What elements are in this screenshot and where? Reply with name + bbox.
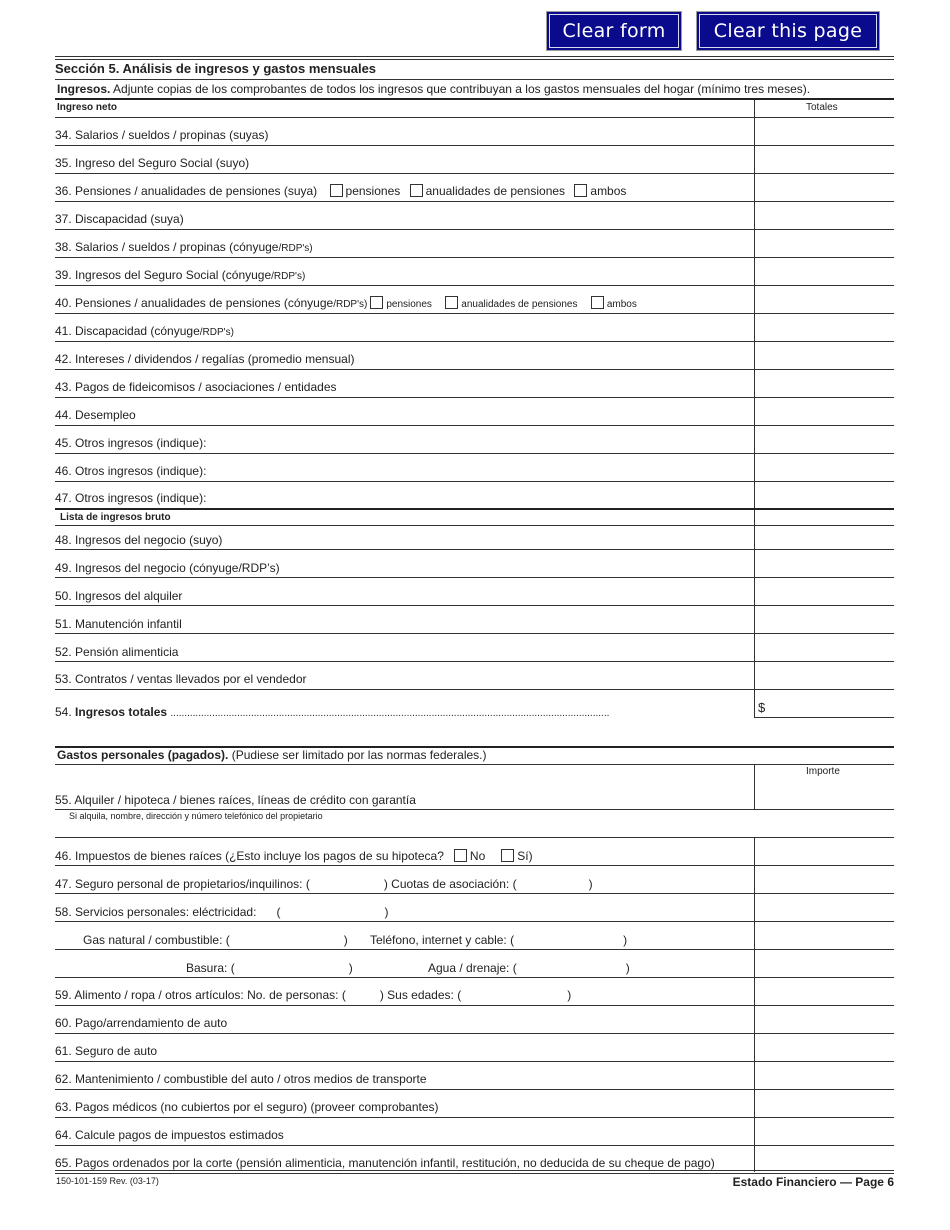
- ambos-spouse-checkbox[interactable]: [591, 296, 604, 309]
- utilities-amount-1[interactable]: [755, 923, 894, 949]
- ambos-label: ambos: [590, 184, 627, 198]
- line-38-amount[interactable]: [755, 231, 894, 257]
- amount-header: Importe: [806, 766, 840, 777]
- line-47-insurance: 47. Seguro personal de propietarios/inquilinos: ( ) Cuotas de asociación: ( ): [55, 877, 593, 891]
- clear-page-button[interactable]: Clear this page: [696, 11, 880, 51]
- net-income-header: Ingreso neto: [57, 102, 118, 113]
- form-number: 150-101-159 Rev. (03-17): [56, 1176, 159, 1186]
- line-59: 59. Alimento / ropa / otros artículos: No. de personas: ( ) Sus edades: ( ): [55, 988, 572, 1002]
- landlord-info-field[interactable]: [300, 820, 750, 834]
- water-line: Agua / drenaje: ( ): [428, 961, 630, 975]
- line-62-amount[interactable]: [755, 1063, 894, 1089]
- pensiones-label: pensiones: [345, 184, 401, 198]
- utilities-amount-2[interactable]: [755, 951, 894, 977]
- line-39: 39. Ingresos del Seguro Social (cónyuge/RDP's): [55, 268, 306, 282]
- line-48-amount[interactable]: [755, 525, 894, 551]
- line-46-taxes-amount[interactable]: [755, 839, 894, 865]
- line-43-amount[interactable]: [755, 371, 894, 397]
- total-income-amount[interactable]: [768, 691, 894, 717]
- rule: [55, 56, 894, 57]
- line-58: 58. Servicios personales: eléctricidad: ( ): [55, 905, 389, 919]
- line-52-amount[interactable]: [755, 635, 894, 661]
- line-41-amount[interactable]: [755, 315, 894, 341]
- line-53-amount[interactable]: [755, 663, 894, 689]
- line-47-other-amount[interactable]: [755, 483, 894, 509]
- line-35-amount[interactable]: [755, 147, 894, 173]
- line-34: 34. Salarios / sueldos / propinas (suyas): [55, 128, 269, 142]
- income-intro-text: Adjunte copias de los comprobantes de todos los ingresos que contribuyan a los gastos mensuales del hogar (mínimo tres meses).: [110, 82, 811, 96]
- line-59-amount[interactable]: [755, 979, 894, 1005]
- line-62: 62. Mantenimiento / combustible del auto / otros medios de transporte: [55, 1072, 427, 1086]
- pensiones-spouse-label: pensiones: [386, 299, 432, 310]
- line-60-amount[interactable]: [755, 1007, 894, 1033]
- anualidades-checkbox[interactable]: [410, 184, 423, 197]
- line-64: 64. Calcule pagos de impuestos estimados: [55, 1128, 284, 1142]
- page-label: Estado Financiero — Page 6: [732, 1175, 894, 1189]
- ambos-checkbox[interactable]: [574, 184, 587, 197]
- line-44: 44. Desempleo: [55, 408, 136, 422]
- rule: [55, 59, 894, 60]
- line-40: 40. Pensiones / anualidades de pensiones (cónyuge/RDP's) pensiones anualidades de pensiones ambos: [55, 296, 637, 310]
- line-46-other-amount[interactable]: [755, 455, 894, 481]
- pensiones-checkbox[interactable]: [330, 184, 343, 197]
- line-50-amount[interactable]: [755, 579, 894, 605]
- line-60: 60. Pago/arrendamiento de auto: [55, 1016, 228, 1030]
- line-61: 61. Seguro de auto: [55, 1044, 158, 1058]
- section-title: Sección 5. Análisis de ingresos y gastos mensuales: [55, 61, 377, 76]
- line-34-amount[interactable]: [755, 119, 894, 145]
- line-52: 52. Pensión alimenticia: [55, 645, 179, 659]
- trash-line: Basura: ( ): [186, 961, 353, 975]
- line-45-amount[interactable]: [755, 427, 894, 453]
- gas-line: Gas natural / combustible: ( ): [83, 933, 348, 947]
- pensiones-spouse-checkbox[interactable]: [370, 296, 383, 309]
- line-40-amount[interactable]: [755, 287, 894, 313]
- mortgage-no-checkbox[interactable]: [454, 849, 467, 862]
- line-35: 35. Ingreso del Seguro Social (suyo): [55, 156, 250, 170]
- rule: [55, 79, 894, 80]
- line-58-amount[interactable]: [755, 895, 894, 921]
- line-36-amount[interactable]: [755, 175, 894, 201]
- line-42: 42. Intereses / dividendos / regalías (promedio mensual): [55, 352, 355, 366]
- anualidades-spouse-checkbox[interactable]: [445, 296, 458, 309]
- expenses-header: [57, 748, 487, 762]
- line-36: [55, 184, 626, 198]
- totals-header: Totales: [806, 102, 838, 113]
- leader-dots: ..............................................................................................................................................................: [170, 708, 610, 719]
- line-48: 48. Ingresos del negocio (suyo): [55, 533, 223, 547]
- line-54: [55, 705, 740, 719]
- phone-line: Teléfono, internet y cable: ( ): [370, 933, 628, 947]
- landlord-note: Si alquila, nombre, dirección y número telefónico del propietario: [69, 811, 323, 821]
- expenses-header-bold: Gastos personales (pagados).: [57, 748, 229, 762]
- line-38: 38. Salarios / sueldos / propinas (cónyuge/RDP's): [55, 240, 313, 254]
- line-45: 45. Otros ingresos (indique):: [55, 436, 207, 450]
- currency-sign: $: [758, 700, 766, 715]
- ambos-spouse-label: ambos: [606, 299, 637, 310]
- line-42-amount[interactable]: [755, 343, 894, 369]
- income-intro: [57, 82, 810, 96]
- line-54-label: Ingresos totales: [75, 705, 168, 719]
- line-43: 43. Pagos de fideicomisos / asociaciones / entidades: [55, 380, 337, 394]
- clear-form-button[interactable]: Clear form: [546, 11, 682, 51]
- line-51: 51. Manutención infantil: [55, 617, 182, 631]
- expenses-header-text: (Pudiese ser limitado por las normas federales.): [228, 748, 487, 762]
- no-label: No: [469, 849, 486, 863]
- line-64-amount[interactable]: [755, 1119, 894, 1145]
- line-50: 50. Ingresos del alquiler: [55, 589, 183, 603]
- line-49-amount[interactable]: [755, 551, 894, 577]
- line-61-amount[interactable]: [755, 1035, 894, 1061]
- mortgage-si-checkbox[interactable]: [501, 849, 514, 862]
- gross-income-header: Lista de ingresos bruto: [60, 512, 171, 523]
- si-label: Sí): [517, 849, 533, 863]
- line-63: 63. Pagos médicos (no cubiertos por el seguro) (proveer comprobantes): [55, 1100, 439, 1114]
- line-49: 49. Ingresos del negocio (cónyuge/RDP’s): [55, 561, 280, 575]
- anualidades-spouse-label: anualidades de pensiones: [461, 299, 578, 310]
- line-63-amount[interactable]: [755, 1091, 894, 1117]
- line-39-amount[interactable]: [755, 259, 894, 285]
- line-55-amount[interactable]: [755, 780, 894, 806]
- line-36-label: 36. Pensiones / anualidades de pensiones (suya): [55, 184, 318, 198]
- income-intro-bold: Ingresos.: [57, 82, 111, 96]
- line-55: 55. Alquiler / hipoteca / bienes raíces, líneas de crédito con garantía: [55, 793, 416, 807]
- rule: [55, 98, 894, 100]
- line-47-other: 47. Otros ingresos (indique):: [55, 491, 207, 505]
- line-65: 65. Pagos ordenados por la corte (pensión alimenticia, manutención infantil, restitución, no deducida de su cheque de pago): [55, 1156, 715, 1170]
- line-47-insurance-amount[interactable]: [755, 867, 894, 893]
- line-46-other: 46. Otros ingresos (indique):: [55, 464, 207, 478]
- line-41: 41. Discapacidad (cónyuge/RDP's): [55, 324, 234, 338]
- line-51-amount[interactable]: [755, 607, 894, 633]
- line-46-taxes: 46. Impuestos de bienes raíces (¿Esto incluye los pagos de su hipoteca? No Sí): [55, 849, 533, 863]
- line-53: 53. Contratos / ventas llevados por el vendedor: [55, 672, 307, 686]
- line-37-amount[interactable]: [755, 203, 894, 229]
- anualidades-label: anualidades de pensiones: [425, 184, 566, 198]
- line-37: 37. Discapacidad (suya): [55, 212, 184, 226]
- line-44-amount[interactable]: [755, 399, 894, 425]
- line-54-number: 54.: [55, 705, 72, 719]
